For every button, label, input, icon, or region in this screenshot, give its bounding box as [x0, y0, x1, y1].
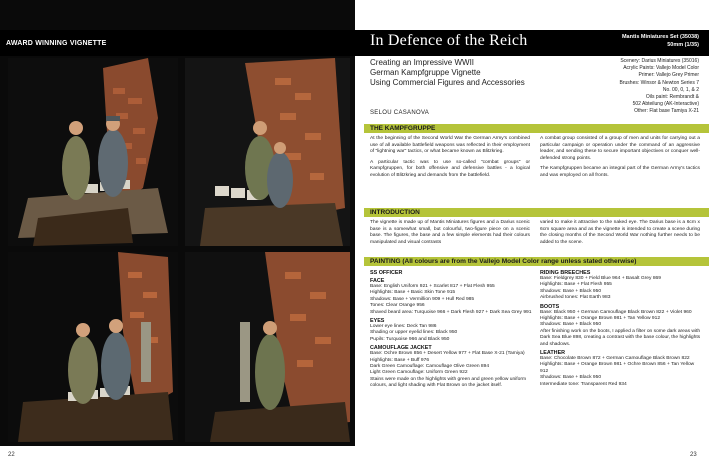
recipe-line: Shadows: Base + Black 950	[540, 375, 602, 381]
recipe-heading: FACE	[370, 278, 385, 284]
spec-line: Scenery: Darius Miniatures (35016)	[620, 58, 699, 64]
subtitle-line: Using Commercial Figures and Accessories	[370, 78, 525, 87]
photo-vignette-front	[8, 58, 178, 246]
vignette-photo-3	[8, 252, 178, 442]
recipe-line: Shaved beard area: Turquoise 966 + Dark Flesh 927 + Dark Sea Grey 991	[370, 309, 532, 315]
recipe-line: Highlights: Base + Buff 976	[370, 357, 430, 363]
spec-line: Brushes: Winsor & Newton Series 7	[619, 79, 699, 86]
paragraph: A particular tactic was to use so-called "combat groups" or Kampfgruppen, for both offensive and defensive battles - a logical evolution of Blitzkrieg and demands from the battlefield.	[370, 159, 530, 178]
set-info	[622, 33, 699, 49]
recipe-heading: EYES	[370, 318, 385, 325]
recipe-line: Shadows: Base + Vermillion 909 + Hull Red 985	[370, 296, 475, 302]
left-page-number: 22	[8, 452, 15, 458]
recipe-heading: SS OFFICER	[370, 270, 403, 276]
author-byline: SELOU CASANOVA	[370, 110, 430, 116]
recipe-heading: LEATHER	[540, 350, 566, 357]
recipe-line: After finishing work on the boots, I applied a filter on some dark areas with Dark Sea Blue 898, creating a contrast with the base colour, the highlights and shadows.	[540, 328, 701, 347]
painting-right-column	[540, 268, 702, 388]
materials-list	[549, 58, 699, 116]
recipe-line: Lower eye lines: Deck Tan 986	[370, 324, 437, 330]
spec-line: No. 00, 0, 1, & 2	[662, 86, 699, 93]
recipe-line: Highlights: Base + Basic Skin Tone 915	[370, 290, 456, 296]
section-heading-introduction: INTRODUCTION	[364, 208, 709, 217]
recipe-line: Highlights: Base + Flat Flesh 955	[540, 282, 612, 288]
recipe-line: Stains were made on the highlights with green and green yellow uniform colours, and light shading with Flat Brown on the jacket itself.	[370, 376, 527, 389]
spec-line: 502 Abteilung (AK-Interactive)	[632, 101, 699, 108]
recipe-line: Airbrushed tones: Flat Earth 983	[540, 295, 611, 301]
recipe-line: Light Green Camouflage: Uniform Green 922	[370, 370, 468, 376]
vignette-photo-2	[185, 58, 350, 246]
photo-vignette-side	[185, 58, 350, 246]
paragraph: The Kampfgruppen became an integral part of the German Army's tactics and was employed on all fronts.	[540, 166, 700, 178]
recipe-line: Pupils: Turquoise 966 and Black 950	[370, 336, 450, 342]
kampfgruppe-right-column	[540, 136, 700, 180]
recipe-line: Base: Black 950 + German Camouflage Black Brown 822 + Violet 960	[540, 309, 692, 315]
right-page-number: 23	[690, 452, 697, 458]
recipe-line: Base: Chocolate Brown 872 + German Camouflage Black Brown 822	[540, 356, 690, 362]
subtitle-line: German Kampfgruppe Vignette	[370, 68, 481, 77]
article-subtitle	[370, 58, 560, 88]
article-title: In Defence of the Reich	[370, 32, 528, 49]
paragraph: A combat group consisted of a group of men and units for carrying out a particular campaign or operation under the command of an aggressive leader, and sending these to secure important objectives or conquer well-defended strong points.	[540, 136, 700, 161]
recipe-line: Base: Fieldgrey 830 + Field Blue 964 + Basalt Grey 869	[540, 276, 661, 281]
vignette-photo-4	[185, 252, 350, 442]
recipe-heading: BOOTS	[540, 303, 560, 310]
section-heading-kampfgruppe: THE KAMPFGRUPPE	[364, 124, 709, 133]
introduction-left: The vignette is made up of Mantis Miniatures figures and a Darius scenic base is a somewhat small, but colourful, two-figure piece on a scenic base. The figures, the base and a few simple elements had their colours manipulated and visual contrasts	[370, 220, 530, 245]
recipe-heading: RIDING BREECHES	[540, 270, 591, 276]
photo-vignette-rear	[185, 252, 350, 442]
photo-vignette-detail	[8, 252, 178, 442]
recipe-line: Base: Ochre Brown 856 + Desert Yellow 977 + Flat Base X-21 (Tamiya)	[370, 351, 525, 357]
set-name: Mantis Miniatures Set (35038)	[621, 34, 699, 40]
set-scale: 50mm (1/35)	[667, 42, 699, 48]
left-header-title: AWARD WINNING VIGNETTE	[6, 40, 107, 47]
spec-line: Acrylic Paints: Vallejo Model Color	[623, 65, 699, 72]
recipe-line: Base: English Uniform 921 + Scarlet 817 + Flat Flesh 955	[370, 284, 495, 289]
introduction-right: varied to make it attractive to the naked eye. The Darius base is a 6cm x 6cm square area and as the vignette is intended to create a scene during the closing months of the Second World War nothing further needs to be added to the scene.	[540, 220, 700, 245]
recipe-line: Shadows: Base + Black 950	[540, 288, 602, 294]
spec-line: Primer: Vallejo Grey Primer	[638, 72, 699, 79]
recipe-line: Highlights: Base + Orange Brown 981 + Tan Yellow 912	[540, 316, 661, 322]
left-footer	[0, 446, 355, 472]
recipe-line: Dark Green Camouflage: Camouflage Olive Green 894	[370, 364, 490, 370]
recipe-line: Shadows: Base + Black 950	[540, 322, 602, 328]
kampfgruppe-left-column	[370, 136, 530, 180]
paragraph: At the beginning of the Second World War the German Army's combined use of all available battlefield weapons was reflected in their employment of "lightning war" tactics, or what became known as Blitzkrieg.	[370, 136, 530, 155]
spec-line: Oils paint: Rembrandt &	[645, 94, 699, 101]
section-heading-painting: PAINTING (All colours are from the Vallejo Model Color range unless stated otherwise)	[364, 257, 709, 266]
vignette-photo-1	[8, 58, 178, 246]
painting-left-column	[370, 268, 532, 390]
subtitle-line: Creating an Impressive WWII	[370, 58, 475, 67]
recipe-line: Tones: Clear Orange 956	[370, 303, 425, 309]
recipe-line: Highlights: Base + Orange Brown 981 + Ochre Brown 856 + Tan Yellow 912	[540, 362, 695, 374]
recipe-line: Shading or upper eyelid lines: Black 950	[370, 330, 458, 336]
recipe-heading: CAMOUFLAGE JACKET	[370, 345, 432, 352]
spec-line: Other: Flat base Tamiya X-21	[634, 108, 699, 115]
recipe-line: Intermediate tone: Transparent Red 934	[540, 381, 627, 387]
